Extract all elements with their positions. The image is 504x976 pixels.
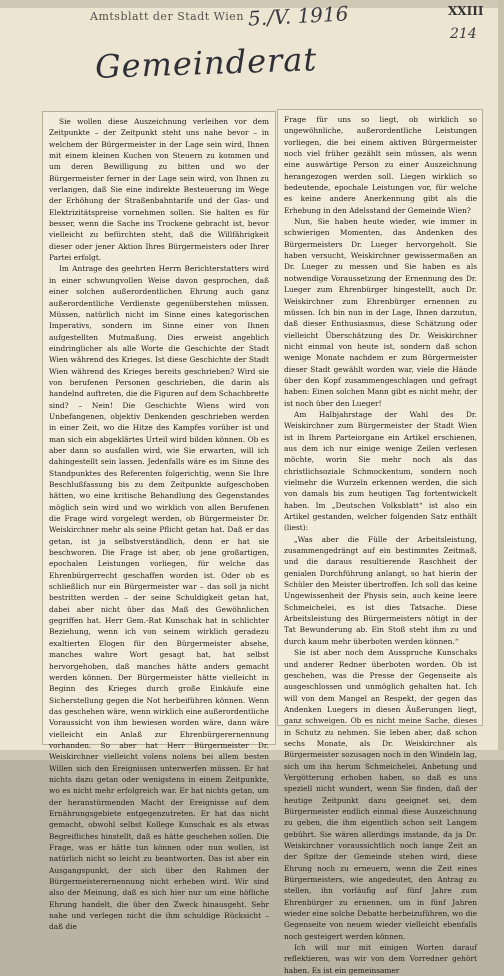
- left-paragraph: Im Antrage des geehrten Herrn Berichterstatters wird in einer schwungvollen Weise davon gesprochen, daß einer solchen außerordentlichen Ehrung auch ganz außerordentliche Verdienste gegenüberstehen müssen. Müssen, natürlich nicht im Sinne eines kategorischen Imperativs, sondern im Sinne einer von Ihnen aufgestellten Mutmaßung. Dies erweist angeblich eindringlicher als alle Worte die Geschichte der Stadt Wien während des Krieges. Ist diese Geschichte der Stadt Wien während des Krieges bereits geschrieben? Wird sie von berufenen Personen geschrieben, die darin als handelnd auftreten, die die Figuren auf dem Schachbrette sind? – Nein! Die Geschichte Wiens wird von Unbefangenen, objektiv Denkenden geschrieben werden in einer Zeit, wo die Hitze des Kampfes vorüber ist und man sich ein abgeklärtes Urteil wird bilden können. Ob es aber dann so ausfallen wird, wie Sie erwarten, will ich dahingestellt sein lassen. Jedenfalls wäre es im Sinne des Standpunktes des Referenten folgerichtig, wenn Sie Ihre Beschlußfassung bis zu dem Zeitpunkte aufgeschoben hätten, wo eine kritische Behandlung des Gegenstandes möglich sein wird und wo wirklich von allen Berufenen die Frage wird vorgelegt werden, ob Bürgermeister Dr. Weiskirchner mehr als seine Pflicht getan hat. Daß er das getan, ist ja selbstverständlich, denn er hat sie beschworen. Die Frage ist aber, ob jene großartigen, epochalen Leistungen vorliegen, für welche das Ehrenbürgerrecht geschaffen worden ist. Oder ob es schließlich nur ein Bürgermeister war – das soll ja nicht bestritten werden – der seine Schuldigkeit getan hat, dabei aber nicht über das Maß des Gewöhnlichen gegriffen hat. Herr Gem.-Rat Kunschak hat in schlichter Beziehung, wenn ich von seinem wirklich geradezu exaltierten Elogen für den Bürgermeister absehe, manches wahre Wort gesagt hat, hat selbst hervorgehoben, daß manches hätte anders gemacht werden können. Der Bürgermeister hätte vielleicht in Beginn des Krieges durch große Einkäufe eine Sicherstellung gegen die Not herbeiführen können. Wenn das geschehen wäre, wenn wirklich eine außerordentliche Voraussicht von ihm bewiesen worden wäre, dann wäre vielleicht ein Anlaß zur Ehrenbürgerernennung vorhanden. So aber hat Herr Bürgermeister Dr. Weiskirchner vielleicht volens nolens bei allem besten Willen sich den Ereignissen unterwerfen müssen. Er hat nichts dazu getan oder wenigstens in einem Zeitpunkte, wo es nicht mehr erfolgreich war. Er hat nichts getan, um der heranstürmenden Macht der Ereignisse auf dem Ernährungsgebiete entgegenzutreten. Er hat das nicht gemacht, obwohl selbst Kollege Kunschak es als etwas Begreifliches hinstellt, daß es hätte geschehen sollen. Die Frage, was er hätte tun können oder nun wollen, ist natürlich nicht so leicht zu beantworten. Das ist aber ein Ausgangspunkt, der sich über den Rahmen der Bürgermeisterernennung nicht erheben wird. Wir sind also der Meinung, daß es sich hier nur um eine höfliche Ehrung handelt, die über den Zweck hinausgeht. Sehr nahe und verlegen nicht die ihm schuldige Rücksicht – daß die: [49, 264, 269, 932]
- handwritten-page-number: 214: [450, 26, 477, 42]
- right-paragraph: Ich will nur mit einigen Worten darauf reflektieren, was wir von dem Vorredner gehört haben. Es ist ein gemeinsamer: [284, 943, 477, 975]
- handwritten-date: 5./V. 1916: [247, 1, 349, 31]
- right-paragraph: Nun, Sie haben heute wieder, wie immer in schwierigen Momenten, das Andenken des Bürgermeisters Dr. Lueger hervorgeholt. Sie haben versucht, Weiskirchner gewissermaßen an Dr. Lueger zu messen und Sie haben es als notwendige Voraussetzung der Ernennung des Dr. Lueger zum Ehrenbürger hingestellt, auch Dr. Weiskirchner zum Ehrenbürger ernennen zu müssen. Ich bin nun in der Lage, Ihnen darzutun, daß dieser Enthusiasmus, diese Schätzung oder vielleicht Überschätzung des Dr. Weiskirchner nicht einmal von heute ist, sondern daß schon wenige Monate nachdem er zum Bürgermeister dieser Stadt gewählt worden war, viele die Hände über den Kopf zusammengeschlagen und gefragt haben: Einen solchen Mann gibt es nicht mehr, der ist noch über den Lueger!: [284, 217, 477, 408]
- handwritten-heading: Gemeinderat: [94, 40, 318, 86]
- handwritten-volume: XXIII: [448, 4, 484, 18]
- right-paragraph: „Was aber die Fülle der Arbeitsleistung, zusammengedrängt auf ein bestimmtes Zeitmaß, und die daraus resultierende Raschheit der genialen Durchführung anlangt, so hat hierin der Schüler den Meister übertroffen. Ich soll das keine Ungewissenheit der Physis sein, auch keine leere Schmeichelei, es ist dies Tatsache. Diese Arbeitsleistung des Bürgermeisters nötigt in der Tat Bewunderung ab. Ein Stoß steht ihm zu und durch kaum mehr überboten werden können.“: [284, 534, 477, 646]
- right-paragraph: Sie ist aber noch dem Ausspruche Kunschaks und anderer Redner überboten worden. Ob ist geschehen, was die Presse der Gegenseite als ausgeschlossen und unmöglich gehalten hat. Ich will von dem Mangel an Respekt, der gegen das Andenken Luegers in diesen Äußerungen liegt, ganz schweigen. Ob es nicht meine Sache, dieses in Schutz zu nehmen. Sie leben aber, daß schon sechs Monate, als Dr. Weiskirchner als Bürgermeister sozusagen noch in den Windeln lag, sich um ihn herum Schmeichelei, Anbetung und Vergötterung erhoben haben, so daß es uns speziell nicht wundert, wenn Sie finden, daß der heutige Zeitpunkt dazu geeignet sei, dem Bürgermeister endlich einmal diese Auszeichnung zu geben, die ihm eigentlich schon seit Langem gebührt. Sie wären allerdings imstande, da ja Dr. Weiskirchner voraussichtlich noch lange Zeit an der Spitze der Gemeinde stehen wird, diese Ehrung noch zu erneuern, wenn die Zeit eines Bürgermeisters, wie angedeutet, den Antrag zu stellen, ihn vorläufig auf fünf Jahre zum Ehrenbürger zu ernennen, um in fünf Jahren wieder eine solche Debatte herbeizuführen, wo die Gegenseite von neuem wieder vielleicht ebenfalls noch gesteigert werden können.: [284, 648, 477, 941]
- left-paragraph: Sie wollen diese Auszeichnung verleihen vor dem Zeitpunkte – der Zeitpunkt steht uns nahe bevor – in welchem der Bürgermeister in der Lage sein wird, Ihnen mit einem kleinen Kuchen von Steuern zu kommen und um deren Bewilligung zu bitten und wo der Bürgermeister ferner in der Lage sein wird, von Ihnen zu verlangen, daß Sie eine indirekte Besteuerung im Wege der Erhöhung der Straßenbahntarife und der Gas- und Elektrizitätspreise vornehmen sollen. Sie halten es für besser, wenn die Sache ins Trockene gebracht ist, bevor vielleicht zu befürchten steht, daß die Willfährigkeit dieser oder jener Aktion Ihres Bürgermeisters oder Ihrer Partei erfolgt.: [49, 117, 269, 263]
- right-paragraph: Frage für uns so liegt, ob wirklich so ungewöhnliche, außerordentliche Leistungen vorliegen, die bei einem aktiven Bürgermeister noch viel früher gezählt sein müssen, als wenn eine auswärtige Person zu einer Auszeichnung herangezogen werden soll. Liegen wirklich so bedeutende, epochale Leistungen vor, für welche es keine andere Anerkennung gibt als die Erhebung in den Adelsstand der Gemeinde Wien?: [284, 115, 477, 215]
- clipping-right: [278, 110, 482, 975]
- right-column-text: [284, 114, 477, 976]
- right-paragraph: Am Halbjahrstage der Wahl des Dr. Weiskirchner zum Bürgermeister der Stadt Wien ist in Ihrem Parteiorgane ein Artikel erschienen, aus dem ich nur einige wenige Zeilen verlesen möchte, worin Sie mehr noch als das christlichsoziale Schmockentum, sondern noch vielmehr die Wurzeln erkennen werden, die sich von damals bis zum heutigen Tag fortentwickelt haben. Im „Deutschen Volksblatt“ ist also ein Artikel gestanden, welcher folgenden Satz enthält (liest):: [284, 409, 477, 533]
- clipping-left: [43, 112, 275, 932]
- newspaper-stamp: Amtsblatt der Stadt Wien: [90, 10, 244, 23]
- left-column-text: [49, 116, 269, 933]
- page-edge-right: [498, 0, 504, 760]
